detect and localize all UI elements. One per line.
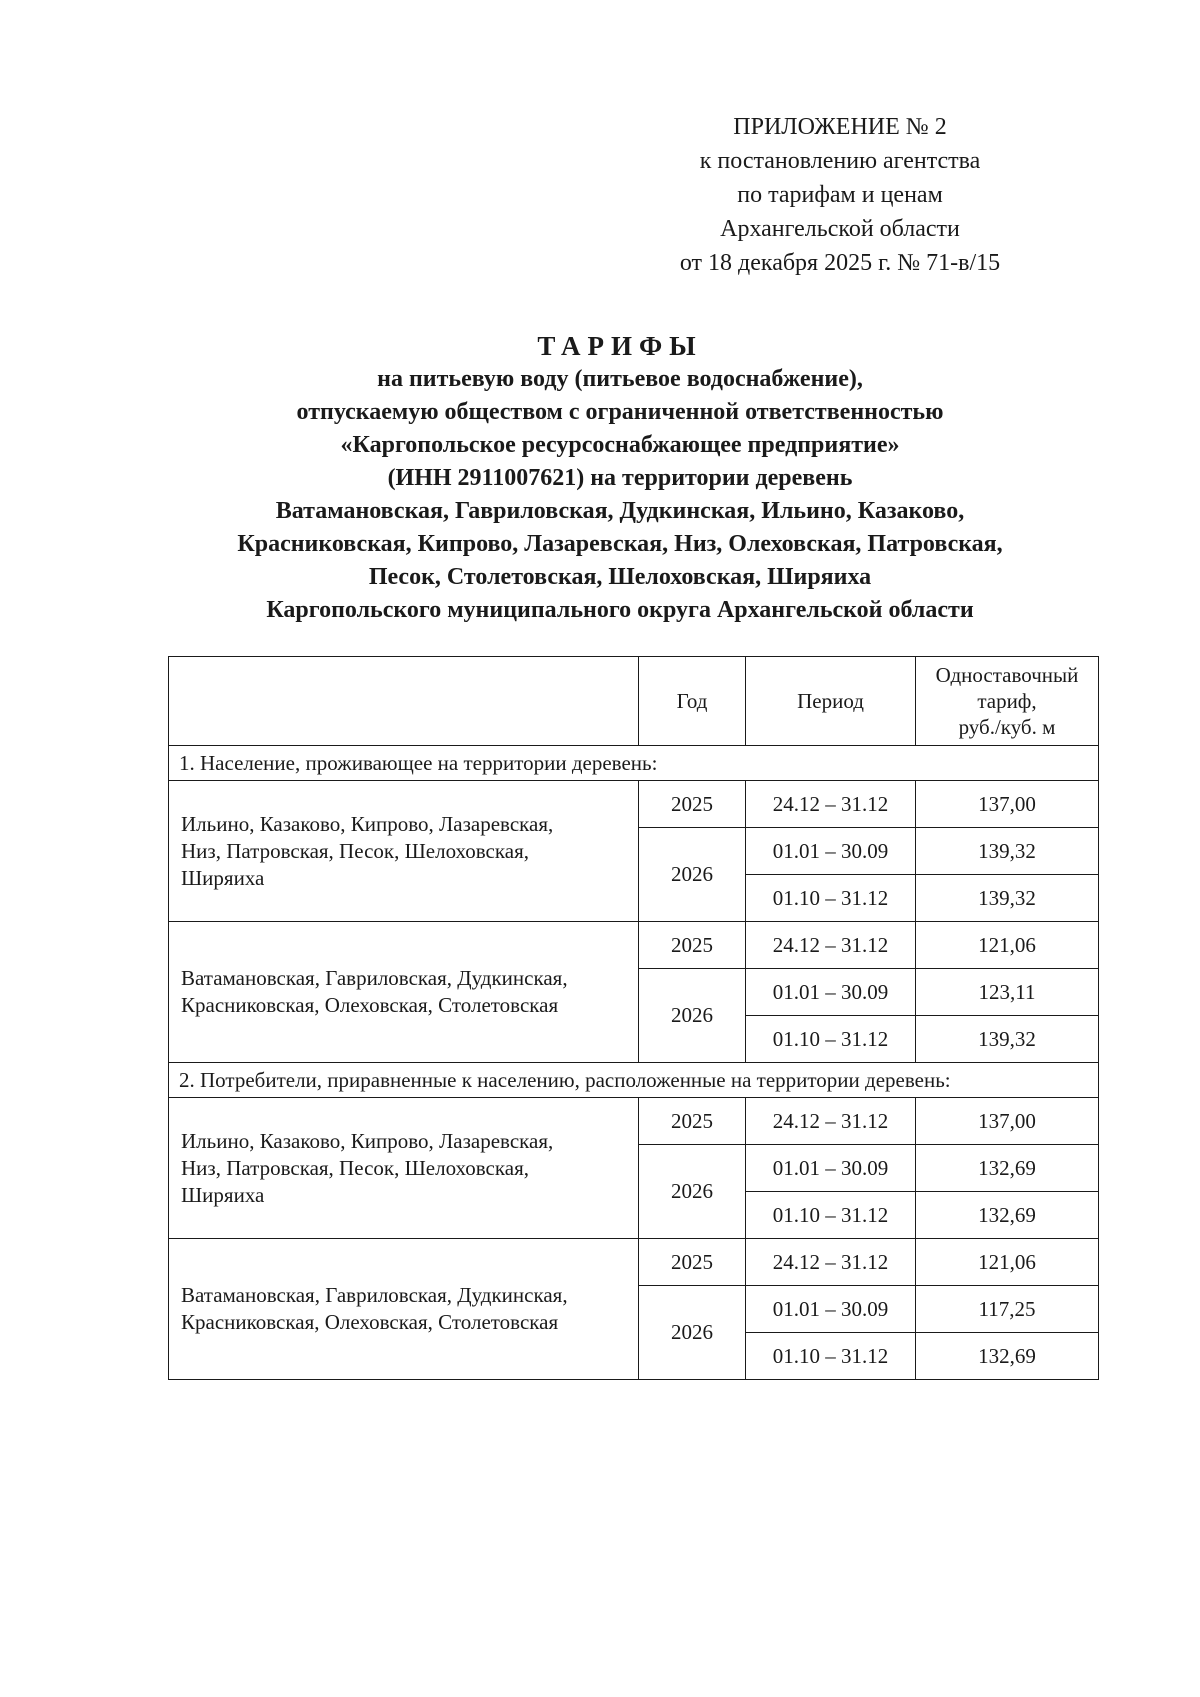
header-tariff-line: руб./куб. м [958,715,1056,739]
header-place [169,657,639,746]
period-cell: 24.12 – 31.12 [746,781,916,828]
settlement-line: Ватамановская, Гавриловская, Дудкинская, [181,966,568,990]
section-title: 1. Население, проживающее на территории деревень: [169,746,1099,781]
title-line: на питьевую воду (питьевое водоснабжение), [377,366,863,392]
period-cell: 01.10 – 31.12 [746,875,916,922]
year-cell: 2026 [639,1286,746,1380]
header-period: Период [746,657,916,746]
tariff-cell: 132,69 [916,1333,1099,1380]
settlement-line: Ватамановская, Гавриловская, Дудкинская, [181,1283,568,1307]
period-cell: 01.01 – 30.09 [746,828,916,875]
settlement-line: Красниковская, Олеховская, Столетовская [181,993,559,1017]
period-cell: 01.01 – 30.09 [746,1286,916,1333]
header-tariff-line: тариф, [977,689,1037,713]
header-tariff-line: Одноставочный [935,663,1079,687]
tariff-cell: 139,32 [916,875,1099,922]
table-header-row [169,657,1099,746]
year-cell: 2025 [639,1098,746,1145]
period-cell: 01.10 – 31.12 [746,1192,916,1239]
title-line: Каргопольского муниципального округа Архангельской области [266,597,974,623]
settlement-list [169,1098,639,1239]
appendix-agency: по тарифам и ценам [737,182,943,208]
section-row [169,746,1099,781]
title-line: Ватамановская, Гавриловская, Дудкинская, Ильино, Казаково, [275,498,965,524]
period-cell: 01.10 – 31.12 [746,1333,916,1380]
settlement-list [169,922,639,1063]
period-cell: 01.10 – 31.12 [746,1016,916,1063]
tariff-cell: 139,32 [916,1016,1099,1063]
header-year: Год [639,657,746,746]
tariff-cell: 137,00 [916,1098,1099,1145]
year-cell: 2025 [639,922,746,969]
title-line: Песок, Столетовская, Шелоховская, Ширяиха [368,564,872,590]
tariff-cell: 132,69 [916,1192,1099,1239]
tariff-cell: 121,06 [916,922,1099,969]
appendix-number: ПРИЛОЖЕНИЕ № 2 [733,114,947,140]
title-heading: ТАРИФЫ [537,331,703,361]
settlement-line: Ширяиха [181,1182,265,1207]
year-cell: 2026 [639,1145,746,1239]
settlement-list [169,1239,639,1380]
header-tariff [916,657,1099,746]
appendix-reference: к постановлению агентства [699,148,981,174]
year-cell: 2026 [639,828,746,922]
settlement-line: Ширяиха [181,865,265,890]
title-line: Красниковская, Кипрово, Лазаревская, Низ, Олеховская, Патровская, [237,531,1003,557]
period-cell: 01.01 – 30.09 [746,1145,916,1192]
title-line: отпускаемую обществом с ограниченной ответственностью [296,399,944,425]
year-cell: 2025 [639,1239,746,1286]
section-title: 2. Потребители, приравненные к населению, расположенные на территории деревень: [169,1063,1099,1098]
tariff-cell: 123,11 [916,969,1099,1016]
tariff-cell: 137,00 [916,781,1099,828]
tariff-cell: 121,06 [916,1239,1099,1286]
settlement-line: Низ, Патровская, Песок, Шелоховская, [181,1155,529,1180]
title-line: «Каргопольское ресурсоснабжающее предприятие» [340,432,900,458]
year-cell: 2025 [639,781,746,828]
settlement-list [169,781,639,922]
table-row [169,922,1099,969]
appendix-region: Архангельской области [720,216,960,242]
table-row [169,781,1099,828]
table-row [169,1239,1099,1286]
settlement-line: Низ, Патровская, Песок, Шелоховская, [181,838,529,863]
document-title [120,330,1120,627]
period-cell: 24.12 – 31.12 [746,1098,916,1145]
appendix-date: от 18 декабря 2025 г. № 71-в/15 [679,250,1001,276]
tariff-cell: 132,69 [916,1145,1099,1192]
appendix-block [620,110,1060,280]
title-line: (ИНН 2911007621) на территории деревень [387,465,853,491]
period-cell: 24.12 – 31.12 [746,922,916,969]
period-cell: 01.01 – 30.09 [746,969,916,1016]
table-row [169,1098,1099,1145]
settlement-line: Красниковская, Олеховская, Столетовская [181,1310,559,1334]
tariff-cell: 139,32 [916,828,1099,875]
settlement-line: Ильино, Казаково, Кипрово, Лазаревская, [181,811,554,836]
tariff-table [168,656,1099,1380]
settlement-line: Ильино, Казаково, Кипрово, Лазаревская, [181,1128,554,1153]
year-cell: 2026 [639,969,746,1063]
period-cell: 24.12 – 31.12 [746,1239,916,1286]
section-row [169,1063,1099,1098]
tariff-cell: 117,25 [916,1286,1099,1333]
